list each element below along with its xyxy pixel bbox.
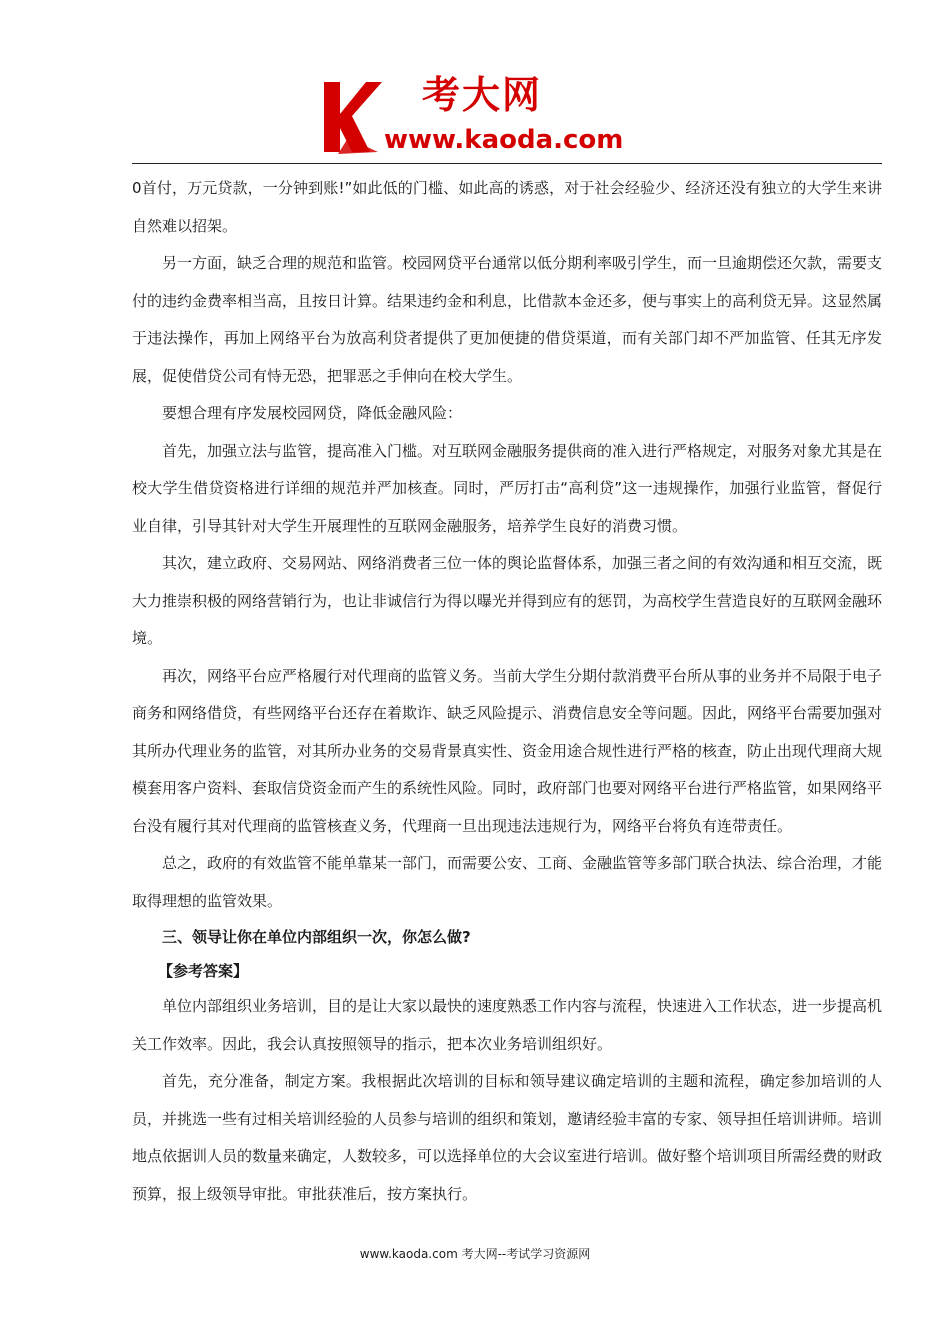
page-footer: www.kaoda.com 考大网--考试学习资源网 bbox=[359, 1247, 591, 1261]
paragraph: 总之，政府的有效监管不能单靠某一部门，而需要公安、工商、金融监管等多部门联合执法、综合治理，才能取得理想的监管效果。 bbox=[132, 854, 883, 910]
paragraph: 首先，加强立法与监管，提高准入门槛。对互联网金融服务提供商的准入进行严格规定，对服务对象尤其是在校大学生借贷资格进行详细的规范并严加核查。同时，严厉打击“高利贷”这一违规操作，加强行业监管，督促行业自律，引导其针对大学生开展理性的互联网金融服务，培养学生良好的消费习惯。 bbox=[132, 441, 883, 535]
answer-label: 【参考答案】 bbox=[158, 962, 249, 980]
paragraph: 另一方面，缺乏合理的规范和监管。校园网贷平台通常以低分期利率吸引学生，而一旦逾期偿还欠款，需要支付的违约金费率相当高，且按日计算。结果违约金和利息，比借款本金还多，便与事实上的高利贷无异。这显然属于违法操作，再加上网络平台为放高利贷者提供了更加便捷的借贷渠道，而有关部门却不严加监管、任其无序发展，促使借贷公司有恃无恐，把罪恶之手伸向在校大学生。 bbox=[132, 254, 883, 385]
logo-url: www.kaoda.com bbox=[384, 125, 624, 155]
header-divider bbox=[132, 163, 882, 164]
answer-paragraph: 单位内部组织业务培训，目的是让大家以最快的速度熟悉工作内容与流程，快速进入工作状态，进一步提高机关工作效率。因此，我会认真按照领导的指示，把本次业务培训组织好。 bbox=[132, 997, 883, 1053]
answer-paragraph: 首先，充分准备，制定方案。我根据此次培训的目标和领导建议确定培训的主题和流程，确定参加培训的人员，并挑选一些有过相关培训经验的人员参与培训的组织和策划，邀请经验丰富的专家、领导担任培训讲师。培训地点依据训人员的数量来确定，人数较多，可以选择单位的大会议室进行培训。做好整个培训项目所需经费的财政预算，报上级领导审批。审批获准后，按方案执行。 bbox=[132, 1072, 883, 1203]
paragraph: 要想合理有序发展校园网贷，降低金融风险： bbox=[162, 404, 463, 422]
logo-k-icon bbox=[318, 78, 384, 156]
question-heading: 三、领导让你在单位内部组织一次，你怎么做? bbox=[162, 928, 471, 946]
paragraph: 其次，建立政府、交易网站、网络消费者三位一体的舆论监督体系，加强三者之间的有效沟通和相互交流，既大力推崇积极的网络营销行为，也让非诚信行为得以曝光并得到应有的惩罚，为高校学生营造良好的互联网金融环境。 bbox=[132, 554, 883, 647]
paragraph-continuation: 0首付，万元贷款，一分钟到账!”如此低的门槛、如此高的诱惑，对于社会经验少、经济还没有独立的大学生来讲自然难以招架。 bbox=[132, 179, 882, 235]
site-logo bbox=[310, 72, 670, 162]
logo-title: 考大网 bbox=[422, 73, 543, 117]
paragraph: 再次，网络平台应严格履行对代理商的监管义务。当前大学生分期付款消费平台所从事的业务并不局限于电子商务和网络借贷，有些网络平台还存在着欺诈、缺乏风险提示、消费信息安全等问题。因此，网络平台需要加强对其所办代理业务的监管，对其所办业务的交易背景真实性、资金用途合规性进行严格的核查，防止出现代理商大规模套用客户资料、套取信贷资金而产生的系统性风险。同时，政府部门也要对网络平台进行严格监管，如果网络平台没有履行其对代理商的监管核查义务，代理商一旦出现违法违规行为，网络平台将负有连带责任。 bbox=[132, 666, 883, 835]
document-body bbox=[132, 170, 882, 1213]
